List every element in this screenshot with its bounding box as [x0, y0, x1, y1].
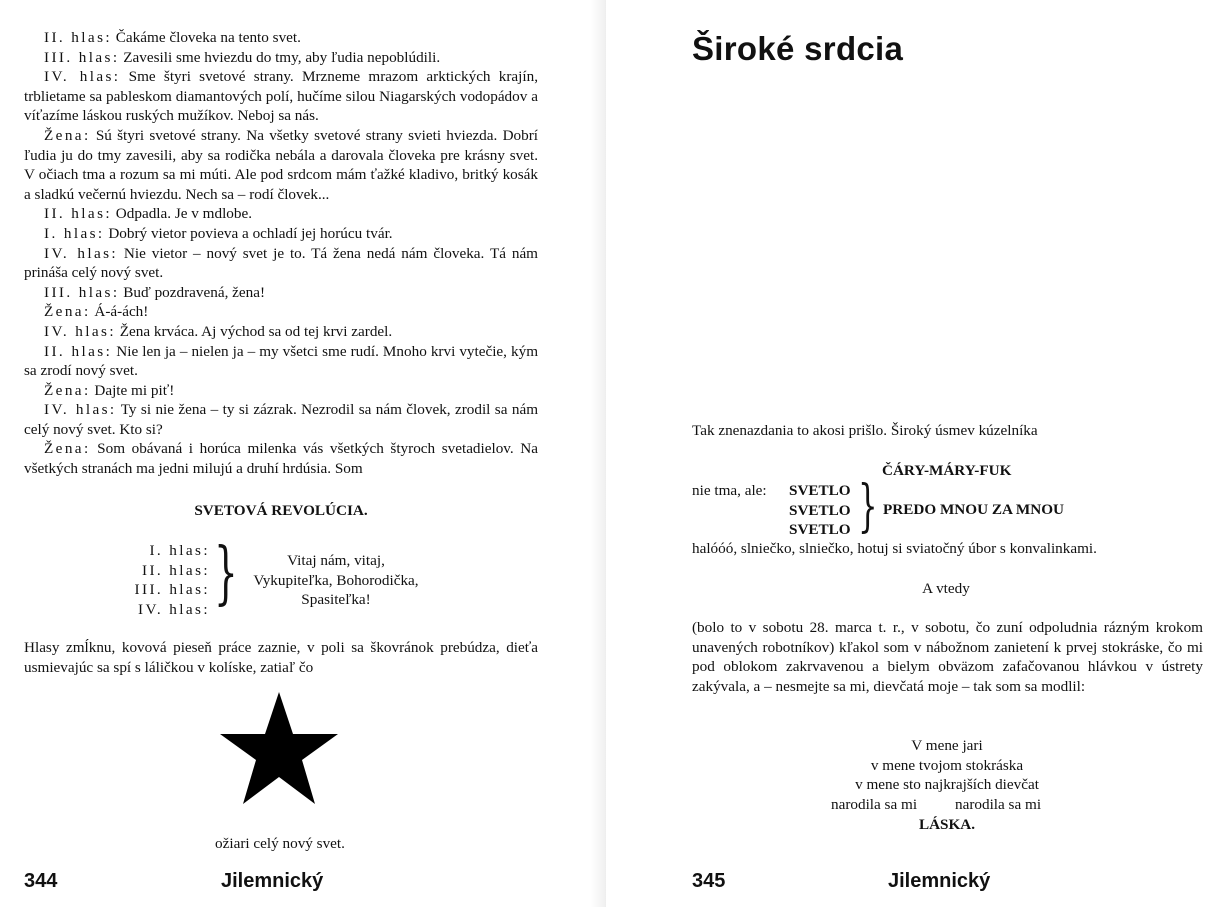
dialogue-line — [24, 67, 538, 126]
dialogue-line — [24, 439, 538, 478]
light-word: SVETLO — [789, 501, 851, 519]
speech-text: Dobrý vietor povieva a ochladí jej horúcu tvár. — [108, 224, 393, 242]
dialogue-line — [24, 322, 538, 342]
halo-line: halóóó, slniečko, slniečko, hotuj si sviatočný úbor s konvalinkami. — [692, 540, 1097, 557]
star-caption: ožiari celý nový svet. — [215, 835, 345, 852]
speaker-label: I. hlas: — [44, 224, 105, 242]
chorus-speaker: I. hlas: — [149, 542, 210, 559]
dialogue-line — [24, 28, 538, 48]
dialogue-line — [24, 224, 538, 244]
after-paragraph: Hlasy zmĺknu, kovová pieseň práce zaznie, v poli sa škovránok prebúdza, dieťa usmievajúc sa spí s láličkou v kolíske, zatiaľ čo — [24, 639, 538, 676]
speaker-label: II. hlas: — [44, 205, 112, 223]
chapter-title: Široké srdcia — [692, 30, 904, 67]
speech-text: Sú štyri svetové strany. Na všetky svetové strany svieti hviezda. Dobrí ľudia ju do tmy zavesili, aby sa rodička nebála a darovala človeka pre krásny svet. V očiach tma a rozum sa mi múti. Ale pod srdcom mám ťažké kladivo, britký kosák a sladkú večernú hviezdu. Nech sa – rodí človek... — [24, 126, 539, 203]
revolution-heading: SVETOVÁ REVOLÚCIA. — [194, 502, 368, 519]
chorus-speaker: II. hlas: — [142, 561, 210, 579]
light-prefix: nie tma, ale: — [692, 482, 767, 499]
chorus-line: Vitaj nám, vitaj, — [287, 552, 385, 569]
chorus-speaker: IV. hlas: — [138, 600, 210, 618]
dialogue-line — [24, 48, 538, 68]
speaker-label: IV. hlas: — [44, 244, 119, 262]
speaker-label: II. hlas: — [44, 342, 113, 360]
dialogue-line — [24, 381, 538, 401]
poem-line: v mene sto najkrajších dievčat — [855, 776, 1039, 794]
speech-text: Odpadla. Je v mdlobe. — [115, 205, 253, 223]
then-line: A vtedy — [922, 580, 970, 597]
magic-word: ČÁRY-MÁRY-FUK — [882, 462, 1012, 479]
speaker-label: IV. hlas: — [44, 322, 116, 340]
speech-text: Nie vietor – nový svet je to. Tá žena nedá nám človeka. Tá nám prináša celý nový svet. — [24, 244, 538, 282]
speech-text: Žena krváca. Aj východ sa od tej krvi zardel. — [119, 322, 393, 340]
chorus-line: Spasiteľka! — [301, 591, 371, 609]
speaker-label: Žena: — [44, 440, 91, 458]
page-number-left: 344 — [24, 870, 58, 892]
prayer-paragraph: (bolo to v sobotu 28. marca t. r., v sobotu, čo zuní odpoludnia rázným krokom unavených robotníkov) kľakol som v nábožnom zanietení k prvej stokráske, čo mi pod oblokom zakrvavenou a bielym obväzom zafačovanou hlávkou v ústrety zakývala, a – nesmejte sa mi, dievčatá moje – tak som sa modlil: — [692, 619, 1203, 695]
star-icon — [218, 690, 340, 808]
speech-text: Som obávaná i horúca milenka vás všetkých štyroch svetadielov. Na všetkých stranách ma jedni milujú a druhí hrdúsia. Som — [24, 440, 538, 478]
left-page — [0, 0, 606, 907]
light-result: PREDO MNOU ZA MNOU — [883, 501, 1064, 518]
running-author-left: Jilemnický — [221, 870, 324, 892]
poem-split-right: narodila sa mi — [955, 796, 1042, 813]
dialogue-line — [24, 126, 538, 204]
speech-text: Sme štyri svetové strany. Mrzneme mrazom arktických krajín, trblietame sa pableskom diamantových polí, hučíme silou Niagarských vodopádov a víťazíme láskou ruských mužíkov. Neboj sa nás. — [24, 68, 538, 125]
intro-line: Tak znenazdania to akosi prišlo. Široký úsmev kúzelníka — [692, 422, 1038, 439]
poem-line: V mene jari — [911, 737, 983, 754]
chorus-speaker: III. hlas: — [134, 581, 210, 599]
dialogue-text — [24, 28, 538, 479]
speaker-label: II. hlas: — [44, 29, 112, 46]
light-brace: } — [858, 474, 878, 539]
chorus-brace: } — [214, 534, 238, 613]
chorus-line: Vykupiteľka, Bohorodička, — [253, 571, 419, 589]
speaker-label: III. hlas: — [44, 283, 120, 301]
speech-text: Nie len ja – nielen ja – my všetci sme rudí. Mnoho krvi vytečie, kým sa zrodí nový svet. — [24, 342, 539, 380]
speaker-label: Žena: — [44, 381, 91, 399]
light-words — [789, 481, 851, 540]
running-author-right: Jilemnický — [888, 870, 991, 892]
speaker-label: Žena: — [44, 303, 91, 321]
speaker-label: IV. hlas: — [44, 68, 121, 86]
speech-text: Á-á-ách! — [94, 303, 149, 321]
speech-text: Buď pozdravená, žena! — [123, 283, 266, 301]
light-word: SVETLO — [789, 521, 851, 539]
poem-split-left: narodila sa mi — [831, 796, 918, 813]
speaker-label: III. hlas: — [44, 48, 120, 66]
speaker-label: IV. hlas: — [44, 401, 117, 419]
chorus-speakers — [100, 541, 210, 619]
dialogue-line — [24, 244, 538, 283]
speech-text: Ty si nie žena – ty si zázrak. Nezrodil sa nám človek, zrodil sa nám celý nový svet. Kto si? — [24, 401, 539, 438]
dialogue-line — [24, 400, 538, 439]
speech-text: Zavesili sme hviezdu do tmy, aby ľudia nepoblúdili. — [123, 48, 441, 66]
dialogue-line — [24, 283, 538, 303]
dialogue-line — [24, 342, 538, 381]
speaker-label: Žena: — [44, 126, 91, 144]
poem — [822, 736, 1072, 795]
page-number-right: 345 — [692, 870, 726, 892]
light-word: SVETLO — [789, 482, 851, 499]
poem-end: LÁSKA. — [918, 816, 976, 833]
dialogue-line — [24, 302, 538, 322]
speech-text: Dajte mi piť! — [94, 381, 175, 399]
chorus-lines — [236, 551, 436, 610]
poem-line: v mene tvojom stokráska — [870, 756, 1024, 774]
speech-text: Čakáme človeka na tento svet. — [115, 29, 301, 46]
dialogue-line — [24, 204, 538, 224]
right-page — [606, 0, 1223, 907]
